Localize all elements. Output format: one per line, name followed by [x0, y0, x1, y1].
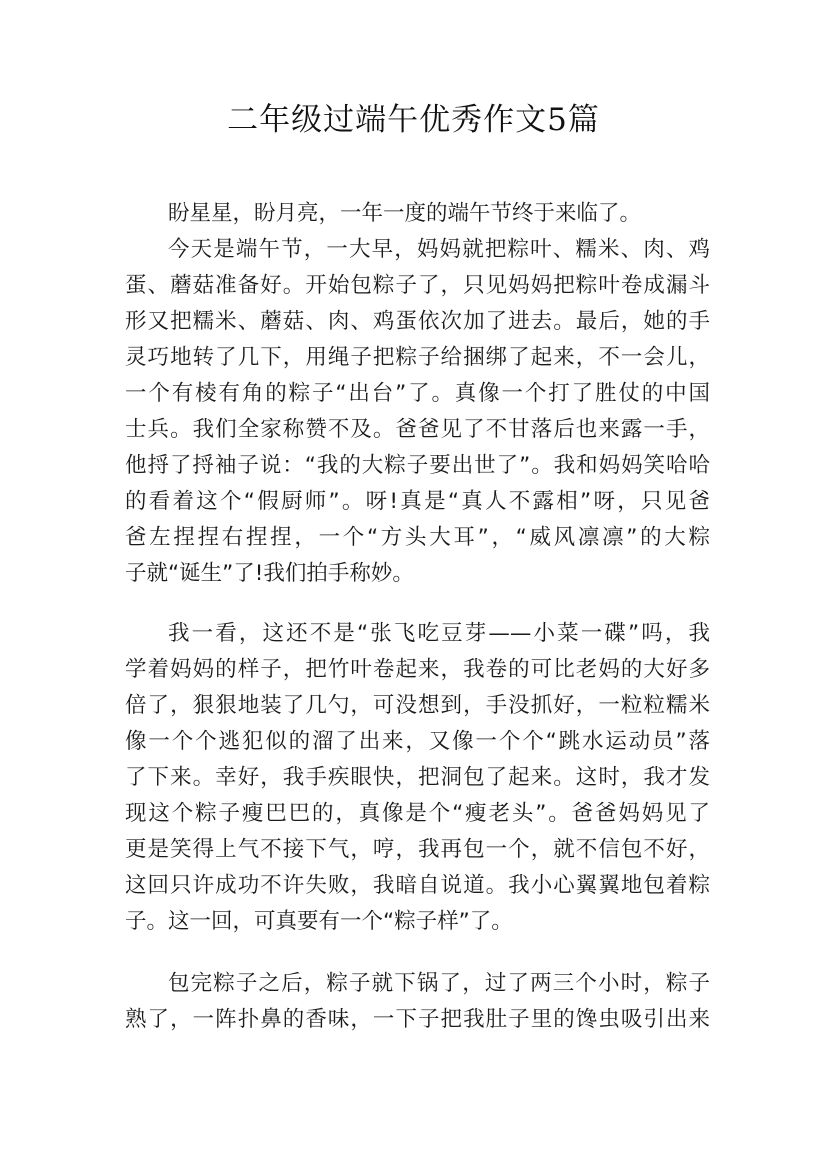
text-line: 士兵。我们全家称赞不及。爸爸见了不甘落后也来露一手， [125, 417, 710, 442]
text-line: 今天是端午节，一大早，妈妈就把粽叶、糯米、肉、鸡 [168, 237, 710, 262]
text-line: 更是笑得上气不接下气，哼，我再包一个，就不信包不好， [125, 837, 710, 862]
text-line: 灵巧地转了几下，用绳子把粽子给捆绑了起来，不一会儿， [125, 345, 710, 370]
text-line: 一个有棱有角的粽子“出台”了。真像一个打了胜仗的中国 [125, 381, 710, 406]
text-line: 学着妈妈的样子，把竹叶卷起来，我卷的可比老妈的大好多 [125, 657, 710, 682]
text-line: 形又把糯米、蘑菇、肉、鸡蛋依次加了进去。最后，她的手 [125, 309, 710, 334]
document-title: 二年级过端午优秀作文5篇 [227, 102, 600, 138]
text-line: 的看着这个“假厨师”。呀!真是“真人不露相”呀，只见爸 [125, 489, 710, 514]
text-line: 他捋了捋袖子说：“我的大粽子要出世了”。我和妈妈笑哈哈 [125, 453, 710, 478]
text-line: 子。这一回，可真要有一个“粽子样”了。 [125, 909, 513, 934]
text-line: 熟了，一阵扑鼻的香味，一下子把我肚子里的馋虫吸引出来 [125, 1007, 710, 1032]
text-line: 倍了，狠狠地装了几勺，可没想到，手没抓好，一粒粒糯米 [125, 693, 710, 718]
text-line: 子就“诞生”了!我们拍手称妙。 [125, 561, 414, 586]
text-line: 爸左捏捏右捏捏，一个“方头大耳”，“威风凛凛”的大粽 [125, 525, 710, 550]
text-line: 包完粽子之后，粽子就下锅了，过了两三个小时，粽子 [168, 971, 710, 996]
text-line: 这回只许成功不许失败，我暗自说道。我小心翼翼地包着粽 [125, 873, 710, 898]
text-line: 像一个个逃犯似的溜了出来，又像一个个“跳水运动员”落 [125, 729, 710, 754]
text-line: 盼星星，盼月亮，一年一度的端午节终于来临了。 [168, 201, 642, 226]
text-line: 蛋、蘑菇准备好。开始包粽子了，只见妈妈把粽叶卷成漏斗 [125, 273, 710, 298]
text-line: 我一看，这还不是“张飞吃豆芽——小菜一碟”吗，我 [168, 621, 710, 646]
text-line: 现这个粽子瘦巴巴的，真像是个“瘦老头”。爸爸妈妈见了 [125, 801, 710, 826]
text-line: 了下来。幸好，我手疾眼快，把洞包了起来。这时，我才发 [125, 765, 710, 790]
